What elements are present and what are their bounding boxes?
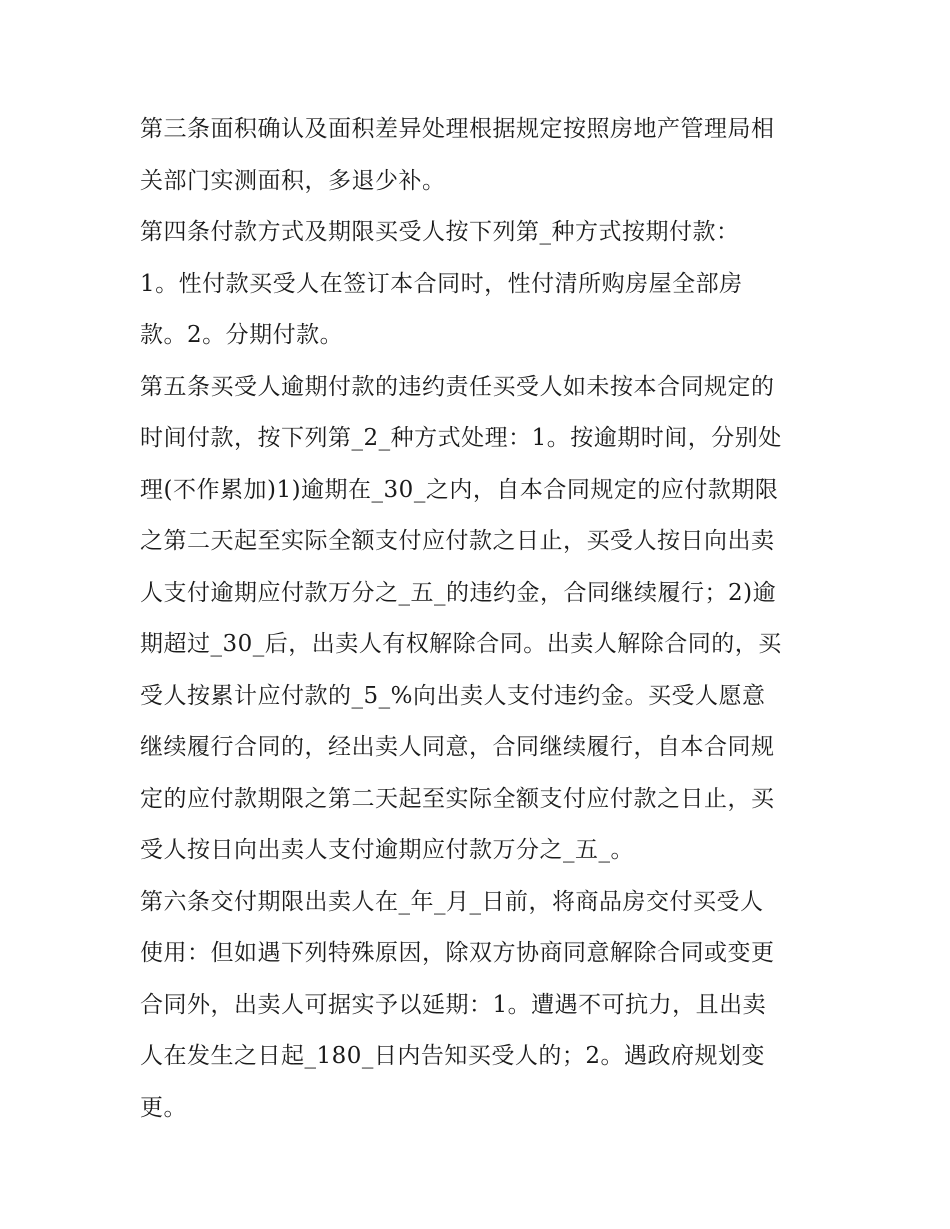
text-line: 更。	[140, 1094, 187, 1121]
text-line: 理(不作累加)1)逾期在_30_之内，自本合同规定的应付款期限	[140, 476, 779, 503]
text-line: 款。2。分期付款。	[140, 322, 344, 348]
document-body	[140, 104, 830, 1134]
text-line: 人支付逾期应付款万分之_五_的违约金，合同继续履行；2)逾	[140, 579, 777, 606]
text-line: 受人按累计应付款的_5_%向出卖人支付违约金。买受人愿意	[140, 682, 766, 709]
text-line: 期超过_30_后，出卖人有权解除合同。出卖人解除合同的，买	[140, 631, 782, 657]
text-line: 第四条付款方式及期限买受人按下列第_种方式按期付款：	[140, 219, 740, 245]
text-line: 关部门实测面积，多退少补。	[140, 167, 446, 194]
text-line: 继续履行合同的，经出卖人同意，合同继续履行，自本合同规	[140, 734, 775, 760]
text-line: 定的应付款期限之第二天起至实际全额支付应付款之日止，买	[140, 785, 775, 812]
text-line: 时间付款，按下列第_2_种方式处理：1。按逾期时间，分别处	[140, 425, 782, 451]
text-line: 受人按日向出卖人支付逾期应付款万分之_五_。	[140, 837, 634, 863]
text-line: 第六条交付期限出卖人在_年_月_日前，将商品房交付买受人	[140, 888, 764, 915]
text-line: 第五条买受人逾期付款的违约责任买受人如未按本合同规定的	[140, 373, 775, 400]
text-line: 合同外，出卖人可据实予以延期：1。遭遇不可抗力，且出卖	[140, 991, 767, 1018]
text-line: 第三条面积确认及面积差异处理根据规定按照房地产管理局相	[140, 116, 775, 142]
text-line: 人在发生之日起_180_日内告知买受人的；2。遇政府规划变	[140, 1043, 766, 1069]
text-line: 之第二天起至实际全额支付应付款之日止，买受人按日向出卖	[140, 528, 775, 554]
text-line: 使用：但如遇下列特殊原因，除双方协商同意解除合同或变更	[140, 940, 775, 966]
text-line: 1。性付款买受人在签订本合同时，性付清所购房屋全部房	[140, 270, 743, 297]
